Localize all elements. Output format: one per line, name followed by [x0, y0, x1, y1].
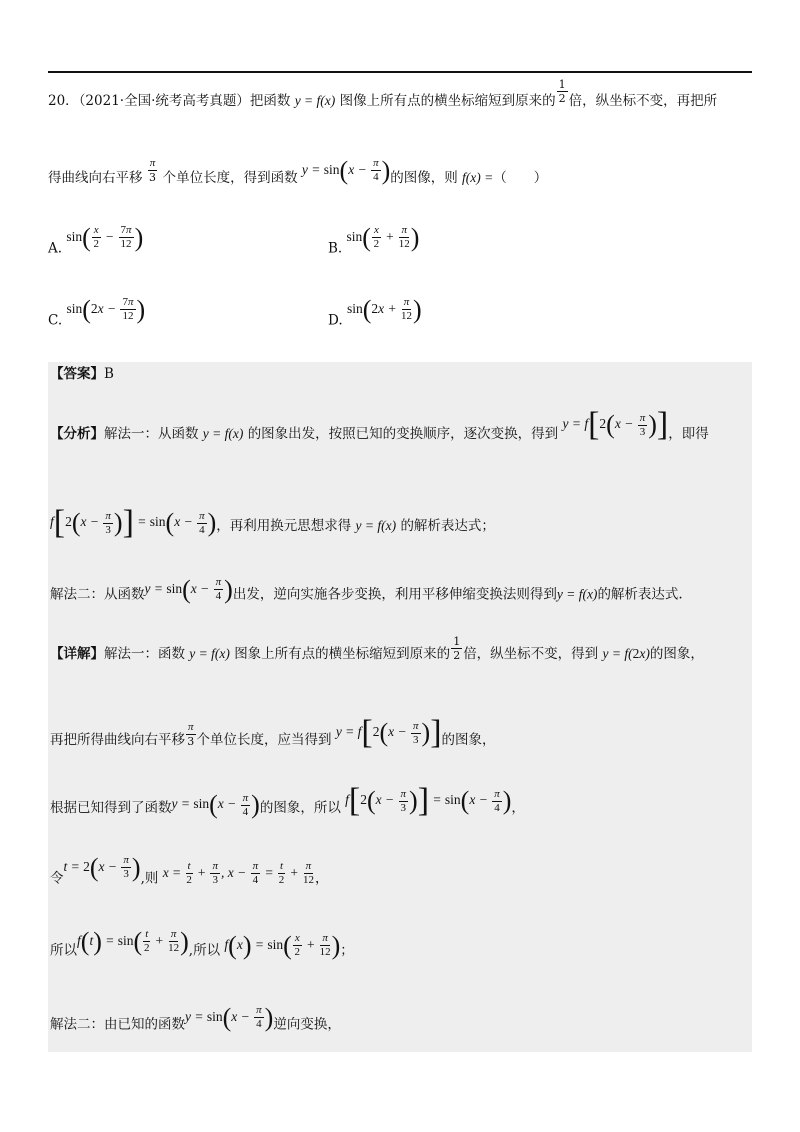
option-b-formula: sin( $\frac{x}{2}$ + $\frac{\pi}{12}$ ) [346, 222, 420, 252]
detail-label: 【详解】 [50, 646, 104, 662]
analysis-line-1: 【分析】解法一：从函数 y = f(x) 的图象出发，按照已知的变换顺序，逐次变换，得到 y = f[2(x − $\frac{\pi}{3}$ )]，即得 [50, 406, 709, 443]
detail-line-6: 解法二：由已知的函数y = sin(x − $\frac{\pi}{4}$ )逆向变换， [50, 1002, 341, 1033]
detail-line-4: 令t = 2(x − $\frac{\pi}{3}$ ),则 x = $\frac{t}{2}$ + $\frac{\pi}{3}$ , x − $\frac{\pi}{4}$ = $\frac{t}{2}$ + $\frac{\pi}{12}$ ， [50, 852, 329, 887]
option-c[interactable]: C. sin(2x − $\frac{7\pi}{12}$ ) [48, 294, 146, 329]
formula-y-sin-x-minus-pi-4: y = sin(x − $\frac{\pi}{4}$ ) [301, 155, 391, 185]
option-a[interactable]: A. sin( $\frac{x}{2}$ − $\frac{7\pi}{12}$ ) [48, 222, 144, 257]
answer-line [50, 365, 114, 383]
formula-fx: f(x) = [462, 170, 494, 185]
question-line-2: 得曲线向右平移 $\frac{\pi}{3}$ 个单位长度，得到函数 y = sin(x − $\frac{\pi}{4}$ )的图像，则 f(x) =（ ） [48, 155, 548, 186]
option-a-formula: sin( $\frac{x}{2}$ − $\frac{7\pi}{12}$ ) [66, 222, 144, 252]
formula-pi-over-3: $\frac{\pi}{3}$ [149, 157, 157, 184]
formula-f-2-eq-sin: f[2(x − $\frac{\pi}{3}$ )] = sin(x − $\frac{\pi}{4}$ ) [50, 504, 217, 541]
analysis-label: 【分析】 [50, 426, 104, 443]
analysis-line-3: 解法二：从函数y = sin(x − $\frac{\pi}{4}$ )出发，逆向实施各步变换，利用平移伸缩变换法则得到y = f(x)的解析表达式. [50, 574, 683, 604]
option-d-formula: sin(2x + $\frac{\pi}{12}$ ) [346, 294, 422, 324]
option-d[interactable]: D. sin(2x + $\frac{\pi}{12}$ ) [328, 294, 422, 329]
detail-line-1: 【详解】解法一：函数 y = f(x) 图象上所有点的横坐标缩短到原来的 $\frac{1}{2}$ 倍，纵坐标不变，得到 y = f(2x)的图象， [50, 635, 704, 662]
answer-value: B [104, 366, 114, 382]
detail-line-5: 所以f(t) = sin( $\frac{t}{2}$ + $\frac{\pi}{12}$ ),所以 f(x) = sin( $\frac{x}{2}$ + $\frac{\pi}{12}$ )； [50, 926, 354, 960]
option-b[interactable]: B. sin( $\frac{x}{2}$ + $\frac{\pi}{12}$ ) [328, 222, 420, 257]
detail-line-2: 再把所得曲线向右平移 $\frac{\pi}{3}$ 个单位长度，应当得到 y = f[2(x − $\frac{\pi}{3}$ )]的图象， [50, 714, 496, 751]
question-line-1: 20．（2021·全国·统考高考真题）把函数 y = f(x) 图像上所有点的横坐标缩短到原来的 $\frac{1}{2}$ 倍，纵坐标不变，再把所 [48, 78, 718, 109]
option-c-formula: sin(2x − $\frac{7\pi}{12}$ ) [66, 294, 146, 324]
question-number: 20． [48, 93, 79, 109]
formula-y-fx: y = f(x) [294, 93, 336, 108]
answer-label: 【答案】 [50, 366, 104, 382]
analysis-line-2: f[2(x − $\frac{\pi}{3}$ )] = sin(x − $\frac{\pi}{4}$ )，再利用换元思想求得 y = f(x) 的解析表达式； [50, 504, 495, 541]
question-source: （2021·全国·统考高考真题） [78, 93, 250, 109]
formula-one-half: $\frac{1}{2}$ [558, 78, 566, 105]
detail-line-3: 根据已知得到了函数y = sin(x − $\frac{\pi}{4}$ )的图象，所以 f[2(x − $\frac{\pi}{3}$ )] = sin(x − $\frac{\pi}{4}$ )， [50, 782, 525, 819]
top-rule [48, 71, 752, 73]
formula-y-f-2-x-minus-pi-3: y = f[2(x − $\frac{\pi}{3}$ )] [562, 406, 669, 443]
